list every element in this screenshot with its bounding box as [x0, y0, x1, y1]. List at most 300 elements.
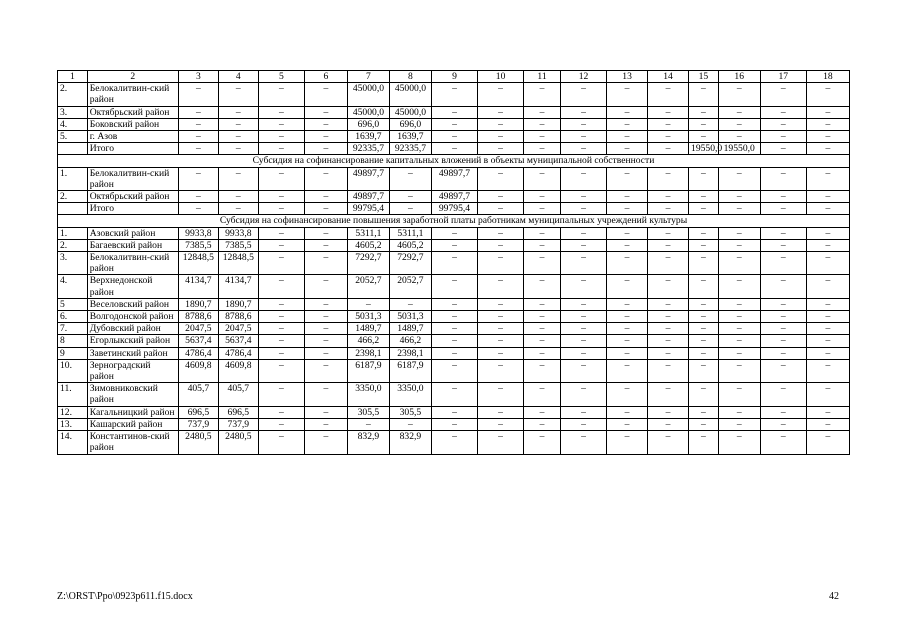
value-cell: –	[760, 383, 806, 406]
value-cell: –	[806, 383, 849, 406]
value-cell: 4786,4	[218, 347, 258, 359]
value-cell: –	[258, 359, 304, 382]
value-cell: –	[607, 298, 648, 310]
value-cell: –	[218, 191, 258, 203]
value-cell: –	[607, 323, 648, 335]
row-number: 4.	[58, 275, 88, 298]
value-cell: –	[560, 418, 606, 430]
value-cell: –	[760, 227, 806, 239]
table-row	[58, 275, 850, 298]
value-cell: –	[689, 418, 719, 430]
value-cell: –	[560, 203, 606, 215]
value-cell: –	[478, 131, 524, 143]
value-cell: 696,0	[389, 118, 431, 130]
value-cell: –	[524, 323, 561, 335]
value-cell: –	[760, 335, 806, 347]
value-cell: 832,9	[389, 431, 431, 454]
value-cell: –	[648, 275, 689, 298]
header-cell: 9	[431, 71, 477, 83]
header-cell: 18	[806, 71, 849, 83]
value-cell: –	[347, 298, 389, 310]
value-cell: –	[258, 118, 304, 130]
value-cell: –	[607, 311, 648, 323]
value-cell: –	[258, 383, 304, 406]
value-cell: –	[389, 418, 431, 430]
value-cell: –	[689, 311, 719, 323]
value-cell: –	[478, 298, 524, 310]
value-cell: 7292,7	[389, 252, 431, 275]
value-cell: –	[218, 167, 258, 190]
value-cell: 19550,0	[689, 143, 719, 155]
value-cell: –	[560, 227, 606, 239]
header-cell: 1	[58, 71, 88, 83]
value-cell: 45000,0	[347, 106, 389, 118]
budget-table	[57, 70, 850, 455]
value-cell: –	[258, 167, 304, 190]
value-cell: –	[718, 406, 760, 418]
value-cell: –	[304, 418, 347, 430]
value-cell: –	[648, 131, 689, 143]
value-cell: –	[304, 118, 347, 130]
value-cell: 12848,5	[178, 252, 218, 275]
value-cell: –	[560, 118, 606, 130]
row-number: 3.	[58, 252, 88, 275]
district-name: г. Азов	[87, 131, 178, 143]
value-cell: –	[648, 347, 689, 359]
value-cell: 4609,8	[178, 359, 218, 382]
value-cell: –	[806, 227, 849, 239]
table-row	[58, 106, 850, 118]
value-cell: –	[478, 418, 524, 430]
district-name: Итого	[87, 143, 178, 155]
value-cell: –	[760, 239, 806, 251]
value-cell: –	[760, 118, 806, 130]
value-cell: –	[689, 347, 719, 359]
row-number: 2.	[58, 83, 88, 106]
value-cell: –	[478, 335, 524, 347]
value-cell: –	[431, 227, 477, 239]
value-cell: –	[304, 227, 347, 239]
row-number: 2.	[58, 239, 88, 251]
header-cell: 2	[87, 71, 178, 83]
value-cell: –	[524, 191, 561, 203]
value-cell: –	[718, 323, 760, 335]
value-cell: –	[478, 323, 524, 335]
value-cell: –	[258, 298, 304, 310]
value-cell: –	[389, 167, 431, 190]
value-cell: 1890,7	[178, 298, 218, 310]
value-cell: 4605,2	[389, 239, 431, 251]
table-row	[58, 83, 850, 106]
value-cell: –	[431, 431, 477, 454]
value-cell: –	[304, 131, 347, 143]
value-cell: –	[760, 323, 806, 335]
value-cell: –	[258, 252, 304, 275]
value-cell: 1489,7	[347, 323, 389, 335]
value-cell: 2480,5	[218, 431, 258, 454]
value-cell: –	[524, 239, 561, 251]
value-cell: –	[304, 239, 347, 251]
value-cell: –	[718, 118, 760, 130]
header-cell: 4	[218, 71, 258, 83]
value-cell: –	[648, 203, 689, 215]
value-cell: 4134,7	[178, 275, 218, 298]
value-cell: –	[560, 323, 606, 335]
value-cell: –	[607, 347, 648, 359]
value-cell: –	[760, 275, 806, 298]
value-cell: –	[718, 347, 760, 359]
value-cell: 1890,7	[218, 298, 258, 310]
value-cell: –	[258, 239, 304, 251]
value-cell: –	[178, 106, 218, 118]
value-cell: –	[648, 83, 689, 106]
district-name: Багаевский район	[87, 239, 178, 251]
value-cell: –	[648, 106, 689, 118]
value-cell: 7385,5	[218, 239, 258, 251]
district-name: Зерноградский район	[87, 359, 178, 382]
value-cell: –	[560, 167, 606, 190]
district-name: Зимовниковский район	[87, 383, 178, 406]
value-cell: –	[431, 143, 477, 155]
value-cell: –	[718, 131, 760, 143]
value-cell: –	[258, 106, 304, 118]
value-cell: –	[648, 359, 689, 382]
value-cell: 737,9	[218, 418, 258, 430]
value-cell: –	[478, 167, 524, 190]
value-cell: 5031,3	[389, 311, 431, 323]
value-cell: –	[806, 167, 849, 190]
table-row	[58, 227, 850, 239]
value-cell: –	[806, 118, 849, 130]
value-cell: –	[648, 143, 689, 155]
value-cell: –	[431, 359, 477, 382]
value-cell: –	[178, 118, 218, 130]
table-row	[58, 311, 850, 323]
value-cell: –	[304, 383, 347, 406]
district-name: Егорлыкский район	[87, 335, 178, 347]
header-cell: 17	[760, 71, 806, 83]
district-name: Веселовский район	[87, 298, 178, 310]
value-cell: –	[478, 106, 524, 118]
value-cell: –	[760, 406, 806, 418]
value-cell: –	[760, 167, 806, 190]
value-cell: 49897,7	[431, 191, 477, 203]
district-name: Заветинский район	[87, 347, 178, 359]
value-cell: –	[560, 252, 606, 275]
value-cell: –	[689, 406, 719, 418]
row-number: 4.	[58, 118, 88, 130]
table-row	[58, 431, 850, 454]
value-cell: 405,7	[178, 383, 218, 406]
value-cell: –	[478, 383, 524, 406]
value-cell: 6187,9	[347, 359, 389, 382]
header-cell: 15	[689, 71, 719, 83]
value-cell: –	[806, 131, 849, 143]
value-cell: 49897,7	[431, 167, 477, 190]
value-cell: 99795,4	[431, 203, 477, 215]
table-row	[58, 359, 850, 382]
value-cell: –	[431, 335, 477, 347]
value-cell: –	[258, 418, 304, 430]
header-cell: 10	[478, 71, 524, 83]
header-cell: 6	[304, 71, 347, 83]
value-cell: –	[478, 203, 524, 215]
value-cell: –	[760, 418, 806, 430]
value-cell: –	[806, 203, 849, 215]
value-cell: –	[258, 83, 304, 106]
value-cell: –	[689, 203, 719, 215]
value-cell: –	[389, 298, 431, 310]
value-cell: –	[560, 383, 606, 406]
value-cell: –	[218, 131, 258, 143]
district-name: Азовский район	[87, 227, 178, 239]
value-cell: –	[524, 203, 561, 215]
value-cell: –	[689, 323, 719, 335]
value-cell: –	[607, 131, 648, 143]
value-cell: 737,9	[178, 418, 218, 430]
value-cell: –	[218, 83, 258, 106]
value-cell: –	[806, 275, 849, 298]
value-cell: –	[648, 406, 689, 418]
value-cell: –	[304, 311, 347, 323]
value-cell: 2052,7	[389, 275, 431, 298]
value-cell: –	[304, 191, 347, 203]
value-cell: –	[431, 323, 477, 335]
value-cell: –	[560, 275, 606, 298]
value-cell: –	[648, 118, 689, 130]
value-cell: –	[760, 203, 806, 215]
value-cell: –	[218, 106, 258, 118]
value-cell: –	[431, 275, 477, 298]
row-number: 2.	[58, 191, 88, 203]
value-cell: –	[304, 431, 347, 454]
value-cell: –	[718, 359, 760, 382]
value-cell: –	[478, 227, 524, 239]
value-cell: –	[560, 335, 606, 347]
value-cell: –	[718, 191, 760, 203]
value-cell: –	[718, 203, 760, 215]
value-cell: –	[760, 131, 806, 143]
value-cell: –	[258, 311, 304, 323]
value-cell: 4134,7	[218, 275, 258, 298]
row-number	[58, 203, 88, 215]
header-cell: 8	[389, 71, 431, 83]
value-cell: –	[347, 418, 389, 430]
value-cell: 45000,0	[347, 83, 389, 106]
value-cell: –	[689, 275, 719, 298]
value-cell: –	[689, 239, 719, 251]
table-row	[58, 383, 850, 406]
value-cell: –	[478, 431, 524, 454]
row-number: 7.	[58, 323, 88, 335]
value-cell: –	[560, 359, 606, 382]
value-cell: 49897,7	[347, 167, 389, 190]
value-cell: –	[607, 203, 648, 215]
district-name: Верхнедонской район	[87, 275, 178, 298]
value-cell: –	[806, 252, 849, 275]
table-row	[58, 252, 850, 275]
value-cell: –	[431, 239, 477, 251]
table-row	[58, 131, 850, 143]
value-cell: 8788,6	[218, 311, 258, 323]
table-row	[58, 118, 850, 130]
value-cell: –	[178, 167, 218, 190]
value-cell: –	[178, 143, 218, 155]
header-cell: 16	[718, 71, 760, 83]
value-cell: –	[607, 167, 648, 190]
value-cell: –	[560, 431, 606, 454]
value-cell: –	[478, 118, 524, 130]
value-cell: –	[648, 298, 689, 310]
row-number: 11.	[58, 383, 88, 406]
district-name: Октябрьский район	[87, 191, 178, 203]
value-cell: –	[258, 335, 304, 347]
value-cell: –	[607, 431, 648, 454]
district-name: Кагальницкий район	[87, 406, 178, 418]
value-cell: –	[648, 418, 689, 430]
value-cell: 696,5	[178, 406, 218, 418]
row-number: 6.	[58, 311, 88, 323]
value-cell: –	[806, 347, 849, 359]
value-cell: –	[607, 191, 648, 203]
value-cell: –	[560, 406, 606, 418]
value-cell: 2480,5	[178, 431, 218, 454]
value-cell: –	[431, 118, 477, 130]
value-cell: 2047,5	[218, 323, 258, 335]
row-number: 1.	[58, 227, 88, 239]
row-number: 8	[58, 335, 88, 347]
value-cell: –	[689, 431, 719, 454]
value-cell: –	[760, 298, 806, 310]
value-cell: –	[304, 298, 347, 310]
header-cell: 7	[347, 71, 389, 83]
value-cell: –	[258, 191, 304, 203]
value-cell: –	[524, 298, 561, 310]
value-cell: 2047,5	[178, 323, 218, 335]
value-cell: –	[689, 252, 719, 275]
value-cell: –	[258, 347, 304, 359]
value-cell: –	[258, 275, 304, 298]
value-cell: –	[524, 252, 561, 275]
value-cell: 7385,5	[178, 239, 218, 251]
value-cell: 49897,7	[347, 191, 389, 203]
value-cell: 1639,7	[347, 131, 389, 143]
district-name: Дубовский район	[87, 323, 178, 335]
value-cell: –	[431, 252, 477, 275]
value-cell: –	[607, 227, 648, 239]
value-cell: –	[689, 167, 719, 190]
value-cell: –	[806, 239, 849, 251]
header-cell: 12	[560, 71, 606, 83]
value-cell: –	[431, 83, 477, 106]
value-cell: 3350,0	[389, 383, 431, 406]
value-cell: 12848,5	[218, 252, 258, 275]
value-cell: –	[431, 106, 477, 118]
value-cell: –	[560, 347, 606, 359]
value-cell: –	[258, 323, 304, 335]
value-cell: –	[304, 143, 347, 155]
row-number: 13.	[58, 418, 88, 430]
table-row	[58, 191, 850, 203]
value-cell: –	[607, 418, 648, 430]
value-cell: –	[304, 335, 347, 347]
value-cell: –	[524, 83, 561, 106]
row-number: 5.	[58, 131, 88, 143]
value-cell: 405,7	[218, 383, 258, 406]
value-cell: 9933,8	[218, 227, 258, 239]
value-cell: –	[478, 347, 524, 359]
value-cell: –	[760, 83, 806, 106]
value-cell: –	[431, 406, 477, 418]
value-cell: –	[718, 298, 760, 310]
value-cell: –	[648, 323, 689, 335]
value-cell: –	[648, 383, 689, 406]
value-cell: –	[304, 323, 347, 335]
value-cell: 9933,8	[178, 227, 218, 239]
header-cell: 11	[524, 71, 561, 83]
value-cell: –	[478, 239, 524, 251]
value-cell: 2398,1	[389, 347, 431, 359]
value-cell: –	[431, 347, 477, 359]
value-cell: –	[607, 383, 648, 406]
value-cell: –	[178, 131, 218, 143]
value-cell: –	[607, 83, 648, 106]
value-cell: –	[524, 359, 561, 382]
row-number	[58, 143, 88, 155]
value-cell: –	[689, 131, 719, 143]
value-cell: –	[607, 239, 648, 251]
value-cell: –	[178, 191, 218, 203]
table-row	[58, 323, 850, 335]
value-cell: 5031,3	[347, 311, 389, 323]
section-row	[58, 215, 850, 227]
value-cell: –	[478, 191, 524, 203]
value-cell: –	[806, 298, 849, 310]
value-cell: –	[431, 131, 477, 143]
value-cell: 7292,7	[347, 252, 389, 275]
value-cell: –	[431, 383, 477, 406]
value-cell: 5637,4	[178, 335, 218, 347]
value-cell: –	[607, 143, 648, 155]
value-cell: –	[648, 252, 689, 275]
value-cell: –	[718, 431, 760, 454]
value-cell: –	[806, 311, 849, 323]
row-number: 1.	[58, 167, 88, 190]
value-cell: –	[718, 252, 760, 275]
value-cell: 1639,7	[389, 131, 431, 143]
row-number: 12.	[58, 406, 88, 418]
value-cell: –	[607, 252, 648, 275]
value-cell: 6187,9	[389, 359, 431, 382]
value-cell: –	[760, 191, 806, 203]
value-cell: –	[760, 347, 806, 359]
value-cell: –	[760, 252, 806, 275]
value-cell: –	[718, 418, 760, 430]
value-cell: 19550,0	[718, 143, 760, 155]
table-row	[58, 203, 850, 215]
value-cell: –	[718, 275, 760, 298]
value-cell: –	[560, 131, 606, 143]
header-cell: 3	[178, 71, 218, 83]
value-cell: –	[431, 418, 477, 430]
table-row	[58, 406, 850, 418]
value-cell: 466,2	[347, 335, 389, 347]
value-cell: –	[478, 143, 524, 155]
value-cell: 4609,8	[218, 359, 258, 382]
value-cell: –	[524, 167, 561, 190]
value-cell: –	[689, 335, 719, 347]
value-cell: –	[389, 191, 431, 203]
